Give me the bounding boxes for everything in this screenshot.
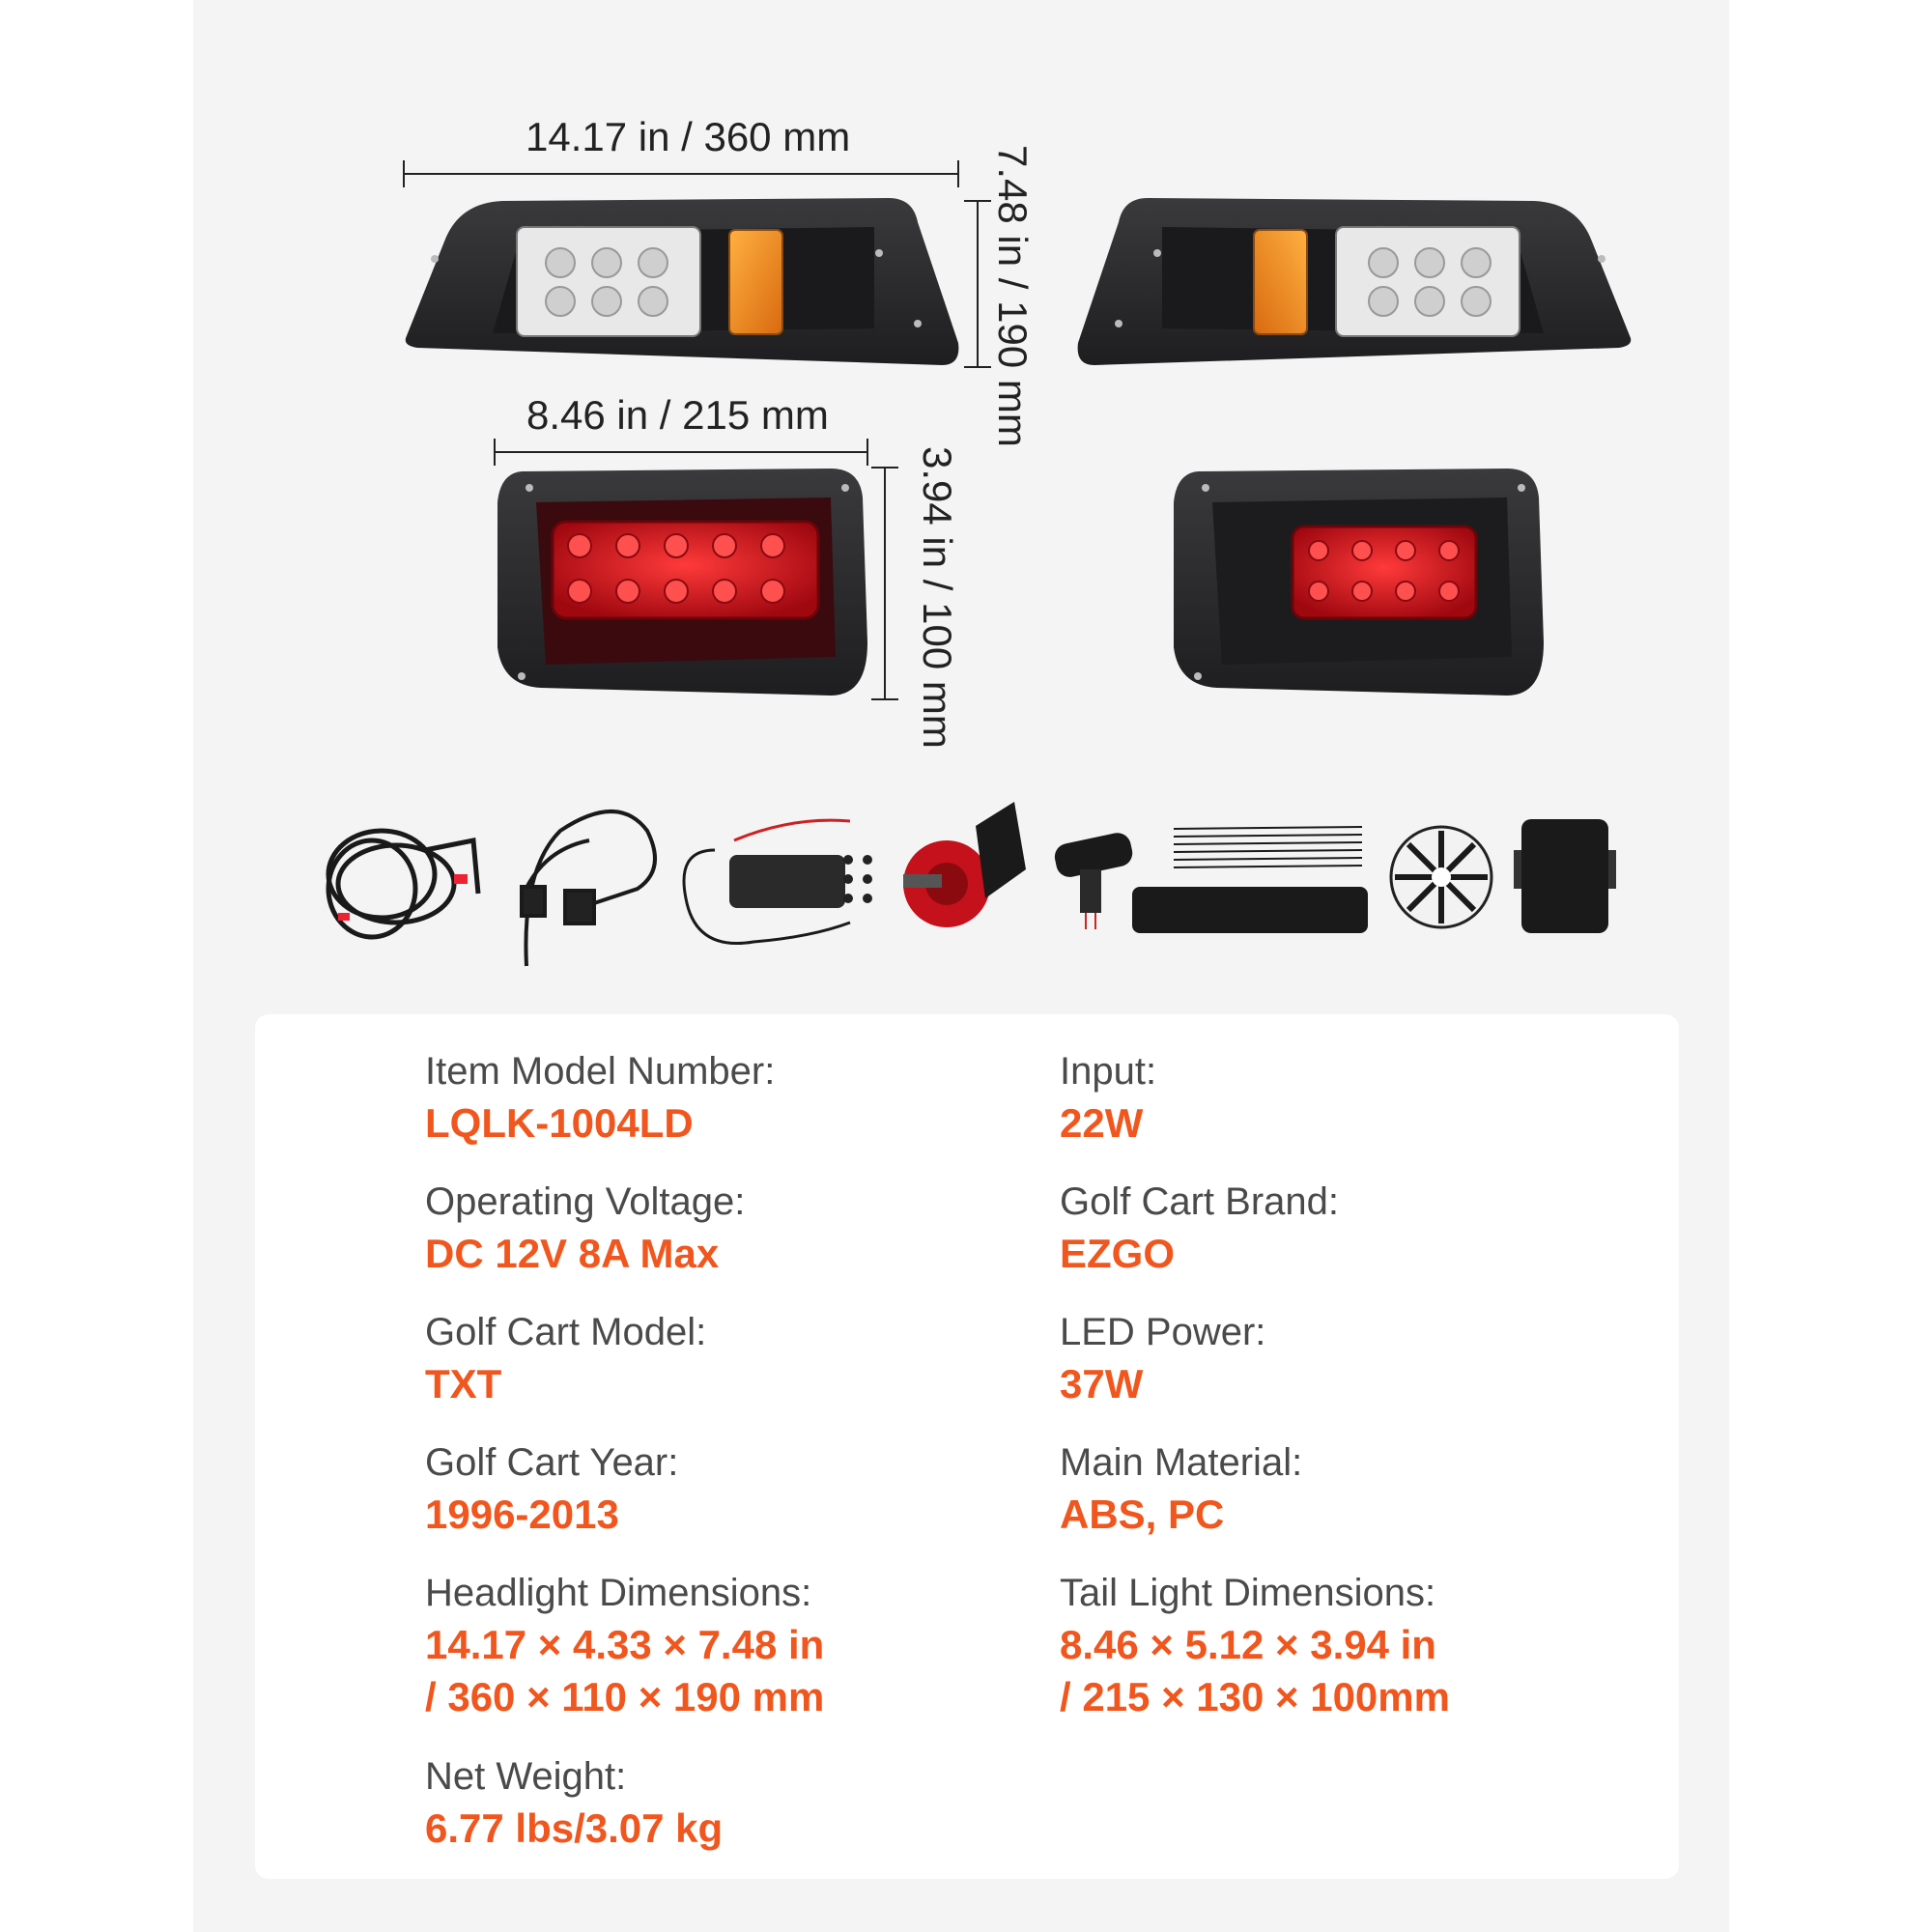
spec-input: Input: 22W [1060, 1050, 1157, 1146]
taillight-right [1174, 469, 1544, 696]
spec-golf-cart-brand: Golf Cart Brand: EZGO [1060, 1180, 1340, 1276]
spec-model-number: Item Model Number: LQLK-1004LD [425, 1050, 776, 1146]
spec-led-power: LED Power: 37W [1060, 1311, 1266, 1406]
drill-bit-icon [1391, 827, 1492, 927]
screws-icon [843, 855, 872, 903]
headlight-height-label: 7.48 in / 190 mm [990, 145, 1036, 447]
taillight-width-label: 8.46 in / 215 mm [526, 392, 829, 438]
toggle-switch-icon [1052, 831, 1135, 929]
taillight-height-label: 3.94 in / 100 mm [915, 446, 960, 749]
spec-headlight-dimensions: Headlight Dimensions: 14.17 × 4.33 × 7.48 in / 360 × 110 × 190 mm [425, 1572, 825, 1719]
spec-golf-cart-year: Golf Cart Year: 1996-2013 [425, 1441, 679, 1537]
spec-net-weight: Net Weight: 6.77 lbs/3.07 kg [425, 1755, 724, 1851]
headlight-right [1078, 198, 1632, 365]
headlight-width-line [404, 160, 958, 187]
spacer-icon [1514, 819, 1616, 933]
taillight-width-line [495, 439, 867, 466]
spec-taillight-dimensions: Tail Light Dimensions: 8.46 × 5.12 × 3.94 in / 215 × 130 × 100mm [1060, 1572, 1450, 1719]
spec-operating-voltage: Operating Voltage: DC 12V 8A Max [425, 1180, 746, 1276]
cable-ties-icon [1174, 827, 1362, 867]
dash-bar-icon [1132, 887, 1368, 933]
spec-golf-cart-model: Golf Cart Model: TXT [425, 1311, 707, 1406]
wire-harness-icon [328, 831, 478, 937]
horn-icon [903, 802, 1026, 927]
headlight-width-label: 14.17 in / 360 mm [526, 114, 851, 159]
headlight-height-line [964, 201, 991, 367]
headlight-left [406, 198, 959, 365]
taillight-height-line [871, 468, 898, 699]
spec-main-material: Main Material: ABS, PC [1060, 1441, 1303, 1537]
pedal-switch-icon [684, 820, 850, 943]
taillight-left [497, 469, 867, 696]
relay-harness-icon [522, 811, 655, 966]
